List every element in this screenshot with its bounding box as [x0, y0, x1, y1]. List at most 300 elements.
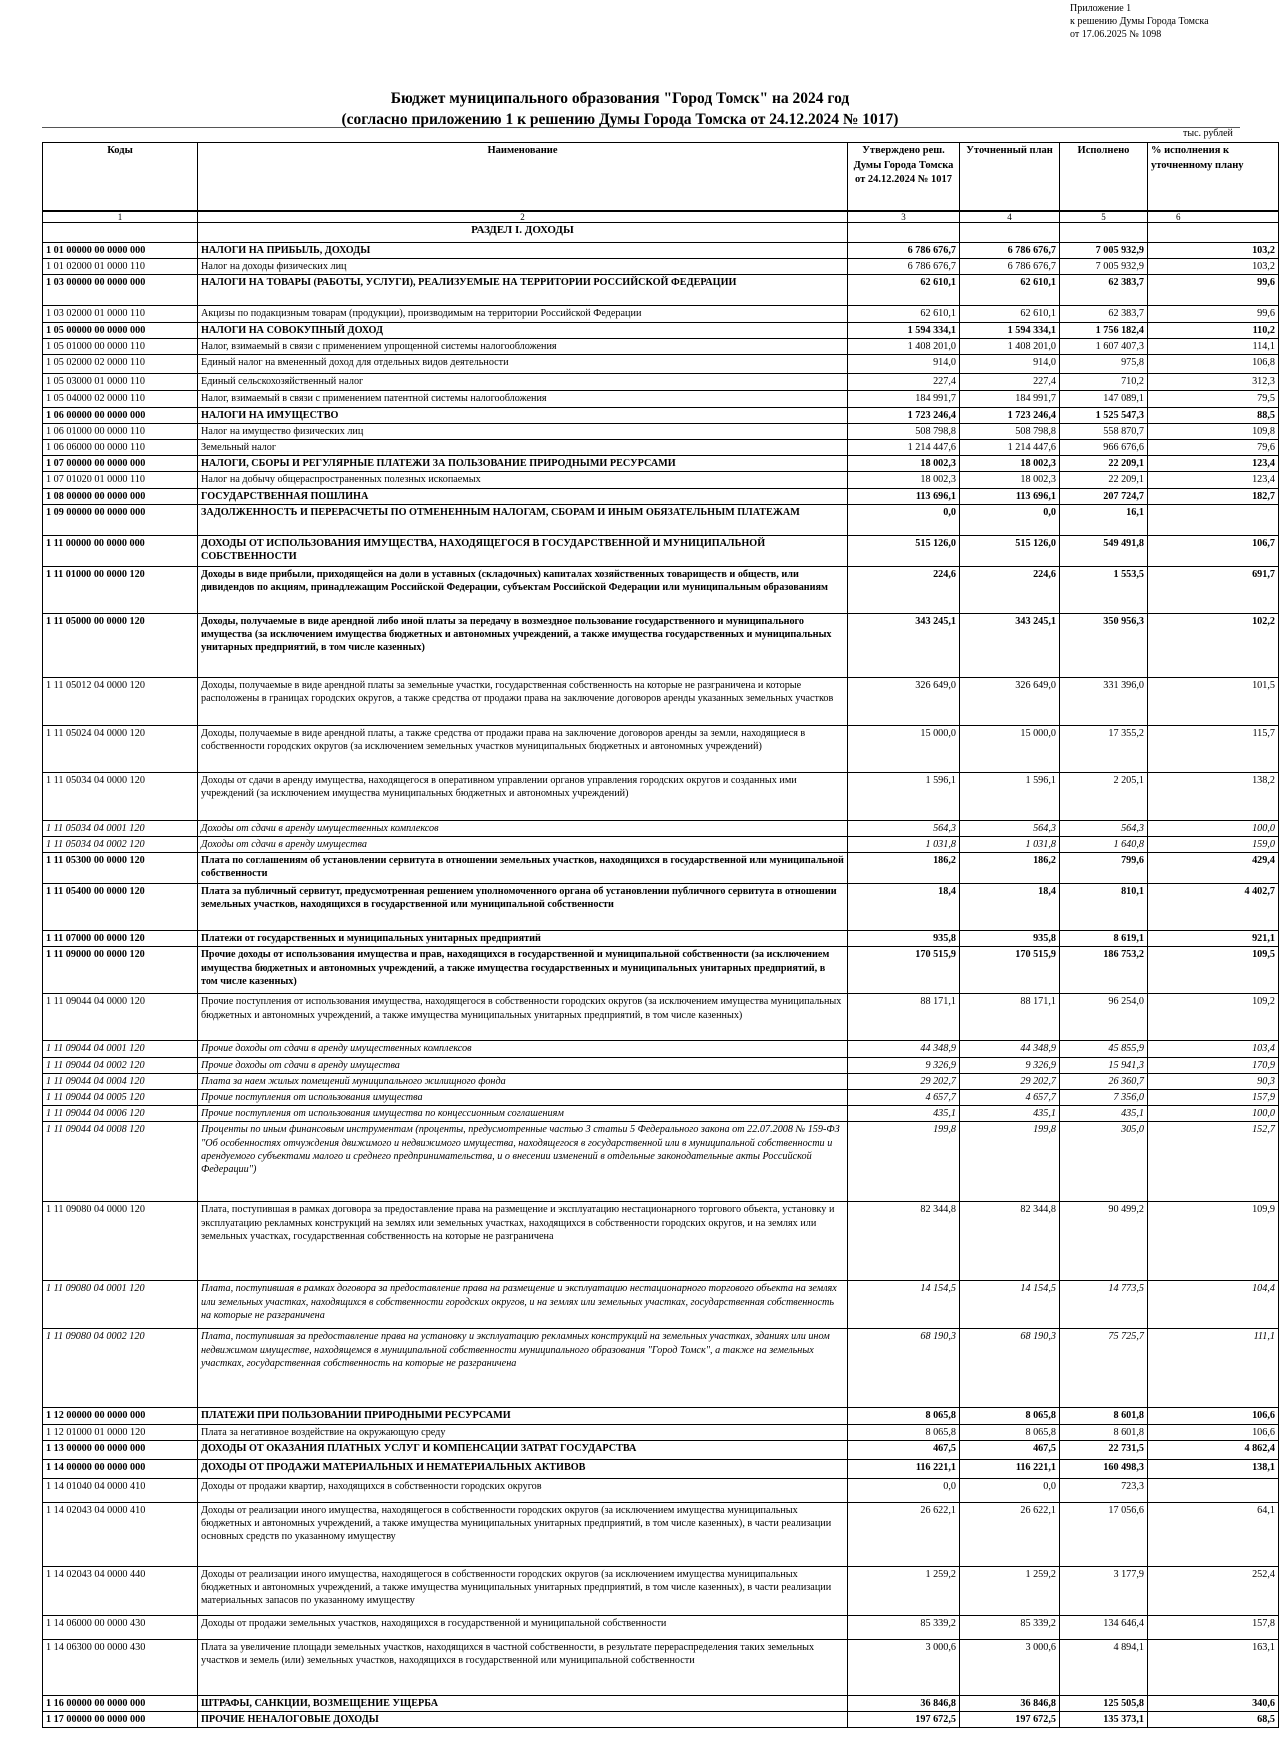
row-executed: 186 753,2	[1060, 947, 1148, 994]
row-code: 1 11 05400 00 0000 120	[43, 884, 198, 931]
row-executed: 75 725,7	[1060, 1329, 1148, 1408]
row-percent: 340,6	[1148, 1695, 1279, 1711]
row-executed: 135 373,1	[1060, 1711, 1148, 1727]
row-name: ДОХОДЫ ОТ ПРОДАЖИ МАТЕРИАЛЬНЫХ И НЕМАТЕРИАЛЬНЫХ АКТИВОВ	[198, 1459, 848, 1478]
section-empty-cell	[1060, 222, 1148, 242]
row-plan: 184 991,7	[960, 390, 1060, 407]
row-approved: 170 515,9	[848, 947, 960, 994]
row-approved: 515 126,0	[848, 535, 960, 566]
row-approved: 184 991,7	[848, 390, 960, 407]
row-plan: 1 723 246,4	[960, 407, 1060, 423]
row-approved: 227,4	[848, 374, 960, 390]
row-code: 1 11 09044 04 0001 120	[43, 1041, 198, 1057]
row-approved: 1 594 334,1	[848, 322, 960, 338]
row-percent: 312,3	[1148, 374, 1279, 390]
row-executed: 7 356,0	[1060, 1089, 1148, 1105]
row-plan: 3 000,6	[960, 1639, 1060, 1695]
row-code: 1 14 00000 00 0000 000	[43, 1459, 198, 1478]
row-executed: 1 607 407,3	[1060, 339, 1148, 355]
row-plan: 15 000,0	[960, 725, 1060, 772]
row-name: Плата за негативное воздействие на окружающую среду	[198, 1424, 848, 1440]
row-approved: 186,2	[848, 853, 960, 884]
row-executed: 564,3	[1060, 820, 1148, 836]
row-approved: 85 339,2	[848, 1615, 960, 1639]
row-name: Доходы в виде прибыли, приходящейся на доли в уставных (складочных) капиталах хозяйственных товариществ и обществ, или дивидендов по акциям, принадлежащим Российской Федерации, субъектам Российской Федерации или муниципальным образованиям	[198, 566, 848, 613]
row-percent: 921,1	[1148, 931, 1279, 947]
table-row	[43, 1106, 1279, 1122]
row-code: 1 14 01040 04 0000 410	[43, 1478, 198, 1502]
row-code: 1 12 00000 00 0000 000	[43, 1408, 198, 1424]
row-approved: 1 408 201,0	[848, 339, 960, 355]
row-name: Плата по соглашениям об установлении сервитута в отношении земельных участков, находящихся в государственной или муниципальной собственности	[198, 853, 848, 884]
row-name: Плата, поступившая в рамках договора за предоставление права на размещение и эксплуатацию нестационарного торгового объекта, установку и эксплуатацию рекламных конструкций на землях или земельных участках, находящихся в собственности городских округов, и на землях или земельных участках, государственная собственность на которые не разграничена	[198, 1202, 848, 1281]
row-executed: 4 894,1	[1060, 1639, 1148, 1695]
row-plan: 116 221,1	[960, 1459, 1060, 1478]
row-approved: 6 786 676,7	[848, 242, 960, 258]
row-percent: 102,2	[1148, 613, 1279, 677]
row-percent: 79,6	[1148, 439, 1279, 455]
row-name: Доходы от продажи квартир, находящихся в собственности городских округов	[198, 1478, 848, 1502]
row-code: 1 14 06300 00 0000 430	[43, 1639, 198, 1695]
row-approved: 82 344,8	[848, 1202, 960, 1281]
row-name: Налог на доходы физических лиц	[198, 258, 848, 274]
row-code: 1 06 01000 00 0000 110	[43, 423, 198, 439]
header-name: Наименование	[198, 143, 848, 211]
row-percent	[1148, 504, 1279, 535]
row-approved: 197 672,5	[848, 1711, 960, 1727]
row-executed: 22 209,1	[1060, 456, 1148, 472]
table-row	[43, 1711, 1279, 1727]
row-executed: 26 360,7	[1060, 1073, 1148, 1089]
row-approved: 9 326,9	[848, 1057, 960, 1073]
row-plan: 914,0	[960, 355, 1060, 374]
row-code: 1 12 01000 01 0000 120	[43, 1424, 198, 1440]
col-number: 6	[1148, 211, 1279, 223]
row-percent: 4 862,4	[1148, 1440, 1279, 1459]
row-executed: 1 640,8	[1060, 836, 1148, 852]
table-row	[43, 931, 1279, 947]
row-name: Земельный налог	[198, 439, 848, 455]
row-executed: 8 601,8	[1060, 1424, 1148, 1440]
row-code: 1 11 01000 00 0000 120	[43, 566, 198, 613]
row-approved: 0,0	[848, 504, 960, 535]
row-executed: 7 005 932,9	[1060, 258, 1148, 274]
row-executed: 17 056,6	[1060, 1502, 1148, 1566]
row-plan: 199,8	[960, 1122, 1060, 1202]
row-executed: 549 491,8	[1060, 535, 1148, 566]
row-name: Прочие поступления от использования имущества, находящегося в собственности городских округов (за исключением имущества муниципальных бюджетных и автономных учреждений, а также имущества муниципальных унитарных предприятий, в том числе казенных)	[198, 994, 848, 1041]
row-percent: 106,6	[1148, 1408, 1279, 1424]
row-executed: 7 005 932,9	[1060, 242, 1148, 258]
section-code-cell	[43, 222, 198, 242]
row-executed: 45 855,9	[1060, 1041, 1148, 1057]
table-row	[43, 853, 1279, 884]
row-percent: 100,0	[1148, 1106, 1279, 1122]
row-plan: 29 202,7	[960, 1073, 1060, 1089]
row-approved: 14 154,5	[848, 1281, 960, 1329]
row-percent: 106,7	[1148, 535, 1279, 566]
row-executed: 710,2	[1060, 374, 1148, 390]
row-plan: 62 610,1	[960, 274, 1060, 305]
row-plan: 18,4	[960, 884, 1060, 931]
row-code: 1 01 00000 00 0000 000	[43, 242, 198, 258]
row-code: 1 03 00000 00 0000 000	[43, 274, 198, 305]
row-code: 1 17 00000 00 0000 000	[43, 1711, 198, 1727]
row-percent: 109,9	[1148, 1202, 1279, 1281]
row-percent: 106,8	[1148, 355, 1279, 374]
row-plan: 85 339,2	[960, 1615, 1060, 1639]
table-row	[43, 1695, 1279, 1711]
row-percent: 103,2	[1148, 258, 1279, 274]
row-plan: 935,8	[960, 931, 1060, 947]
header-code: Коды	[43, 143, 198, 211]
table-row	[43, 1615, 1279, 1639]
header-executed: Исполнено	[1060, 143, 1148, 211]
row-executed: 975,8	[1060, 355, 1148, 374]
row-executed: 22 209,1	[1060, 472, 1148, 488]
row-executed: 810,1	[1060, 884, 1148, 931]
section-empty-cell	[960, 222, 1060, 242]
row-code: 1 05 00000 00 0000 000	[43, 322, 198, 338]
row-executed: 3 177,9	[1060, 1566, 1148, 1615]
row-percent: 252,4	[1148, 1566, 1279, 1615]
row-plan: 14 154,5	[960, 1281, 1060, 1329]
row-code: 1 03 02000 01 0000 110	[43, 305, 198, 322]
unit-label: тыс. рублей	[1183, 128, 1233, 139]
row-percent: 88,5	[1148, 407, 1279, 423]
row-percent: 157,9	[1148, 1089, 1279, 1105]
row-percent: 79,5	[1148, 390, 1279, 407]
row-plan: 1 259,2	[960, 1566, 1060, 1615]
row-plan: 1 408 201,0	[960, 339, 1060, 355]
table-row	[43, 407, 1279, 423]
row-code: 1 11 05300 00 0000 120	[43, 853, 198, 884]
row-name: НАЛОГИ, СБОРЫ И РЕГУЛЯРНЫЕ ПЛАТЕЖИ ЗА ПОЛЬЗОВАНИЕ ПРИРОДНЫМИ РЕСУРСАМИ	[198, 456, 848, 472]
top-divider	[42, 127, 1240, 128]
row-plan: 186,2	[960, 853, 1060, 884]
row-percent: 115,7	[1148, 725, 1279, 772]
row-approved: 3 000,6	[848, 1639, 960, 1695]
row-code: 1 05 01000 00 0000 110	[43, 339, 198, 355]
row-name: Прочие доходы от использования имущества и прав, находящихся в государственной и муниципальной собственности (за исключением имущества бюджетных и автономных учреждений, а также имущества государственных и муниципальных унитарных предприятий, в том числе казенных)	[198, 947, 848, 994]
row-percent: 138,1	[1148, 1459, 1279, 1478]
table-row	[43, 456, 1279, 472]
row-name: Плата, поступившая в рамках договора за предоставление права на размещение и эксплуатацию нестационарного торгового объекта на землях или земельных участках, находящихся в собственности городских округов, и на землях или земельных участках, государственная собственность на которые не разграничена	[198, 1281, 848, 1329]
row-name: Доходы от сдачи в аренду имущественных комплексов	[198, 820, 848, 836]
table-row	[43, 423, 1279, 439]
table-row	[43, 1566, 1279, 1615]
row-code: 1 11 05034 04 0001 120	[43, 820, 198, 836]
row-executed: 2 205,1	[1060, 772, 1148, 820]
row-percent: 100,0	[1148, 820, 1279, 836]
row-name: Доходы от реализации иного имущества, находящегося в собственности городских округов (за исключением имущества муниципальных бюджетных и автономных учреждений, а также имущества муниципальных унитарных предприятий, в том числе казенных), в части реализации основных средств по указанному имуществу	[198, 1502, 848, 1566]
row-executed: 1 525 547,3	[1060, 407, 1148, 423]
row-executed: 147 089,1	[1060, 390, 1148, 407]
table-row	[43, 1502, 1279, 1566]
row-plan: 224,6	[960, 566, 1060, 613]
header-plan: Уточненный план	[960, 143, 1060, 211]
row-percent: 103,2	[1148, 242, 1279, 258]
header-approved: Утверждено реш. Думы Города Томска от 24.12.2024 № 1017	[848, 143, 960, 211]
row-plan: 36 846,8	[960, 1695, 1060, 1711]
col-number: 2	[198, 211, 848, 223]
row-name: ГОСУДАРСТВЕННАЯ ПОШЛИНА	[198, 488, 848, 504]
row-approved: 1 031,8	[848, 836, 960, 852]
row-name: ПЛАТЕЖИ ПРИ ПОЛЬЗОВАНИИ ПРИРОДНЫМИ РЕСУРСАМИ	[198, 1408, 848, 1424]
row-code: 1 16 00000 00 0000 000	[43, 1695, 198, 1711]
row-code: 1 14 02043 04 0000 440	[43, 1566, 198, 1615]
table-row	[43, 613, 1279, 677]
row-name: Доходы от сдачи в аренду имущества, находящегося в оперативном управлении органов управления городских округов и созданных ими учреждений (за исключением имущества муниципальных бюджетных и автономных учреждений)	[198, 772, 848, 820]
table-row	[43, 1639, 1279, 1695]
row-approved: 343 245,1	[848, 613, 960, 677]
row-code: 1 11 09044 04 0006 120	[43, 1106, 198, 1122]
section-empty-cell	[1148, 222, 1279, 242]
row-executed: 62 383,7	[1060, 274, 1148, 305]
row-plan: 170 515,9	[960, 947, 1060, 994]
row-approved: 6 786 676,7	[848, 258, 960, 274]
row-approved: 113 696,1	[848, 488, 960, 504]
row-name: Доходы, получаемые в виде арендной платы, а также средства от продажи права на заключение договоров аренды за земли, находящиеся в собственности городских округов (за исключением земельных участков муниципальных бюджетных и автономных учреждений)	[198, 725, 848, 772]
row-plan: 467,5	[960, 1440, 1060, 1459]
row-percent: 99,6	[1148, 305, 1279, 322]
row-executed: 350 956,3	[1060, 613, 1148, 677]
row-name: Единый сельскохозяйственный налог	[198, 374, 848, 390]
row-code: 1 06 00000 00 0000 000	[43, 407, 198, 423]
row-plan: 1 214 447,6	[960, 439, 1060, 455]
row-executed: 134 646,4	[1060, 1615, 1148, 1639]
table-row	[43, 535, 1279, 566]
row-code: 1 11 07000 00 0000 120	[43, 931, 198, 947]
row-approved: 62 610,1	[848, 274, 960, 305]
row-percent: 170,9	[1148, 1057, 1279, 1073]
row-name: Доходы от реализации иного имущества, находящегося в собственности городских округов (за исключением имущества муниципальных бюджетных и автономных учреждений, а также имущества муниципальных унитарных предприятий, в том числе казенных), в части реализации материальных запасов по указанному имуществу	[198, 1566, 848, 1615]
title-line-2: (согласно приложению 1 к решению Думы Города Томска от 24.12.2024 № 1017)	[341, 111, 899, 128]
row-code: 1 11 09044 04 0002 120	[43, 1057, 198, 1073]
row-approved: 15 000,0	[848, 725, 960, 772]
table-row	[43, 305, 1279, 322]
row-code: 1 11 09044 04 0004 120	[43, 1073, 198, 1089]
table-row	[43, 820, 1279, 836]
section-row	[43, 222, 1279, 242]
row-name: Доходы, получаемые в виде арендной платы за земельные участки, государственная собственность на которые не разграничена и которые расположены в границах городских округов, а также средства от продажи права на заключение договоров аренды указанных земельных участков	[198, 677, 848, 725]
row-code: 1 06 06000 00 0000 110	[43, 439, 198, 455]
row-percent: 90,3	[1148, 1073, 1279, 1089]
row-percent: 429,4	[1148, 853, 1279, 884]
table-row	[43, 242, 1279, 258]
row-plan: 0,0	[960, 1478, 1060, 1502]
table-row	[43, 1440, 1279, 1459]
row-plan: 26 622,1	[960, 1502, 1060, 1566]
row-name: Акцизы по подакцизным товарам (продукции), производимым на территории Российской Федерации	[198, 305, 848, 322]
row-percent	[1148, 1478, 1279, 1502]
row-approved: 1 259,2	[848, 1566, 960, 1615]
row-code: 1 13 00000 00 0000 000	[43, 1440, 198, 1459]
row-approved: 326 649,0	[848, 677, 960, 725]
row-executed: 125 505,8	[1060, 1695, 1148, 1711]
title-line-1: Бюджет муниципального образования "Город Томск" на 2024 год	[390, 90, 850, 107]
row-plan: 1 596,1	[960, 772, 1060, 820]
row-plan: 9 326,9	[960, 1057, 1060, 1073]
row-executed: 558 870,7	[1060, 423, 1148, 439]
row-percent: 152,7	[1148, 1122, 1279, 1202]
row-plan: 8 065,8	[960, 1424, 1060, 1440]
row-code: 1 05 03000 01 0000 110	[43, 374, 198, 390]
row-code: 1 05 04000 02 0000 110	[43, 390, 198, 407]
row-name: Прочие доходы от сдачи в аренду имущества	[198, 1057, 848, 1073]
row-name: НАЛОГИ НА СОВОКУПНЫЙ ДОХОД	[198, 322, 848, 338]
row-plan: 113 696,1	[960, 488, 1060, 504]
row-plan: 82 344,8	[960, 1202, 1060, 1281]
table-row	[43, 1202, 1279, 1281]
table-row	[43, 772, 1279, 820]
table-row	[43, 947, 1279, 994]
row-percent: 691,7	[1148, 566, 1279, 613]
row-approved: 508 798,8	[848, 423, 960, 439]
header-percent: % исполнения к уточненному плану	[1148, 143, 1279, 211]
row-name: Прочие доходы от сдачи в аренду имущественных комплексов	[198, 1041, 848, 1057]
table-row	[43, 1424, 1279, 1440]
row-plan: 508 798,8	[960, 423, 1060, 439]
row-approved: 224,6	[848, 566, 960, 613]
row-name: ШТРАФЫ, САНКЦИИ, ВОЗМЕЩЕНИЕ УЩЕРБА	[198, 1695, 848, 1711]
row-percent: 114,1	[1148, 339, 1279, 355]
row-plan: 6 786 676,7	[960, 242, 1060, 258]
table-row	[43, 1041, 1279, 1057]
row-code: 1 11 09000 00 0000 120	[43, 947, 198, 994]
row-plan: 343 245,1	[960, 613, 1060, 677]
row-code: 1 11 05000 00 0000 120	[43, 613, 198, 677]
table-row	[43, 1073, 1279, 1089]
table-row	[43, 374, 1279, 390]
row-percent: 109,8	[1148, 423, 1279, 439]
row-plan: 8 065,8	[960, 1408, 1060, 1424]
row-code: 1 14 06000 00 0000 430	[43, 1615, 198, 1639]
row-name: Плата за наем жилых помещений муниципального жилищного фонда	[198, 1073, 848, 1089]
row-executed: 160 498,3	[1060, 1459, 1148, 1478]
table-row	[43, 1459, 1279, 1478]
row-executed: 799,6	[1060, 853, 1148, 884]
row-executed: 305,0	[1060, 1122, 1148, 1202]
row-percent: 110,2	[1148, 322, 1279, 338]
table-row	[43, 339, 1279, 355]
table-row	[43, 1089, 1279, 1105]
row-approved: 88 171,1	[848, 994, 960, 1041]
table-row	[43, 1329, 1279, 1408]
row-percent: 68,5	[1148, 1711, 1279, 1727]
row-plan: 62 610,1	[960, 305, 1060, 322]
row-code: 1 11 09080 04 0002 120	[43, 1329, 198, 1408]
row-executed: 1 553,5	[1060, 566, 1148, 613]
row-code: 1 11 09080 04 0001 120	[43, 1281, 198, 1329]
row-percent: 182,7	[1148, 488, 1279, 504]
table-row	[43, 566, 1279, 613]
row-plan: 88 171,1	[960, 994, 1060, 1041]
row-code: 1 11 05024 04 0000 120	[43, 725, 198, 772]
row-percent: 4 402,7	[1148, 884, 1279, 931]
row-code: 1 07 01020 01 0000 110	[43, 472, 198, 488]
row-code: 1 11 05034 04 0002 120	[43, 836, 198, 852]
row-percent: 109,2	[1148, 994, 1279, 1041]
row-approved: 199,8	[848, 1122, 960, 1202]
row-percent: 109,5	[1148, 947, 1279, 994]
row-plan: 4 657,7	[960, 1089, 1060, 1105]
row-plan: 326 649,0	[960, 677, 1060, 725]
row-name: НАЛОГИ НА ТОВАРЫ (РАБОТЫ, УСЛУГИ), РЕАЛИЗУЕМЫЕ НА ТЕРРИТОРИИ РОССИЙСКОЙ ФЕДЕРАЦИИ	[198, 274, 848, 305]
row-percent: 138,2	[1148, 772, 1279, 820]
table-row	[43, 390, 1279, 407]
table-row	[43, 504, 1279, 535]
annex-line: Приложение 1	[1070, 3, 1132, 14]
table-row	[43, 884, 1279, 931]
row-code: 1 09 00000 00 0000 000	[43, 504, 198, 535]
row-name: Налог, взимаемый в связи с применением упрощенной системы налогообложения	[198, 339, 848, 355]
row-approved: 18,4	[848, 884, 960, 931]
row-approved: 4 657,7	[848, 1089, 960, 1105]
row-executed: 435,1	[1060, 1106, 1148, 1122]
row-plan: 1 031,8	[960, 836, 1060, 852]
section-title: РАЗДЕЛ I. ДОХОДЫ	[198, 222, 848, 242]
column-number-row	[43, 211, 1279, 223]
row-approved: 8 065,8	[848, 1408, 960, 1424]
row-approved: 0,0	[848, 1478, 960, 1502]
row-code: 1 11 09044 04 0005 120	[43, 1089, 198, 1105]
row-plan: 68 190,3	[960, 1329, 1060, 1408]
row-approved: 116 221,1	[848, 1459, 960, 1478]
row-code: 1 11 09080 04 0000 120	[43, 1202, 198, 1281]
row-percent: 106,6	[1148, 1424, 1279, 1440]
row-executed: 14 773,5	[1060, 1281, 1148, 1329]
row-executed: 8 619,1	[1060, 931, 1148, 947]
row-name: Налог на имущество физических лиц	[198, 423, 848, 439]
row-approved: 44 348,9	[848, 1041, 960, 1057]
table-row	[43, 274, 1279, 305]
row-executed: 966 676,6	[1060, 439, 1148, 455]
row-code: 1 11 05012 04 0000 120	[43, 677, 198, 725]
row-plan: 18 002,3	[960, 472, 1060, 488]
row-executed: 331 396,0	[1060, 677, 1148, 725]
row-percent: 104,4	[1148, 1281, 1279, 1329]
row-code: 1 14 02043 04 0000 410	[43, 1502, 198, 1566]
row-plan: 564,3	[960, 820, 1060, 836]
table-row	[43, 994, 1279, 1041]
row-approved: 36 846,8	[848, 1695, 960, 1711]
row-plan: 515 126,0	[960, 535, 1060, 566]
row-executed: 17 355,2	[1060, 725, 1148, 772]
row-approved: 8 065,8	[848, 1424, 960, 1440]
table-row	[43, 1478, 1279, 1502]
row-approved: 26 622,1	[848, 1502, 960, 1566]
row-percent: 111,1	[1148, 1329, 1279, 1408]
annex-line: к решению Думы Города Томска	[1070, 16, 1209, 27]
row-approved: 1 214 447,6	[848, 439, 960, 455]
row-name: Налог на добычу общераспространенных полезных ископаемых	[198, 472, 848, 488]
row-name: ДОХОДЫ ОТ ОКАЗАНИЯ ПЛАТНЫХ УСЛУГ И КОМПЕНСАЦИИ ЗАТРАТ ГОСУДАРСТВА	[198, 1440, 848, 1459]
table-row	[43, 322, 1279, 338]
table-row	[43, 488, 1279, 504]
row-percent: 123,4	[1148, 472, 1279, 488]
row-approved: 68 190,3	[848, 1329, 960, 1408]
row-executed: 62 383,7	[1060, 305, 1148, 322]
row-plan: 18 002,3	[960, 456, 1060, 472]
row-code: 1 11 09044 04 0008 120	[43, 1122, 198, 1202]
row-executed: 96 254,0	[1060, 994, 1148, 1041]
row-name: Плата за публичный сервитут, предусмотренная решением уполномоченного органа об установлении публичного сервитута в отношении земельных участков, находящихся в государственной или муниципальной собственности	[198, 884, 848, 931]
table-row	[43, 439, 1279, 455]
row-approved: 435,1	[848, 1106, 960, 1122]
row-name: ДОХОДЫ ОТ ИСПОЛЬЗОВАНИЯ ИМУЩЕСТВА, НАХОДЯЩЕГОСЯ В ГОСУДАРСТВЕННОЙ И МУНИЦИПАЛЬНОЙ СОБСТВЕННОСТИ	[198, 535, 848, 566]
row-name: Доходы от сдачи в аренду имущества	[198, 836, 848, 852]
